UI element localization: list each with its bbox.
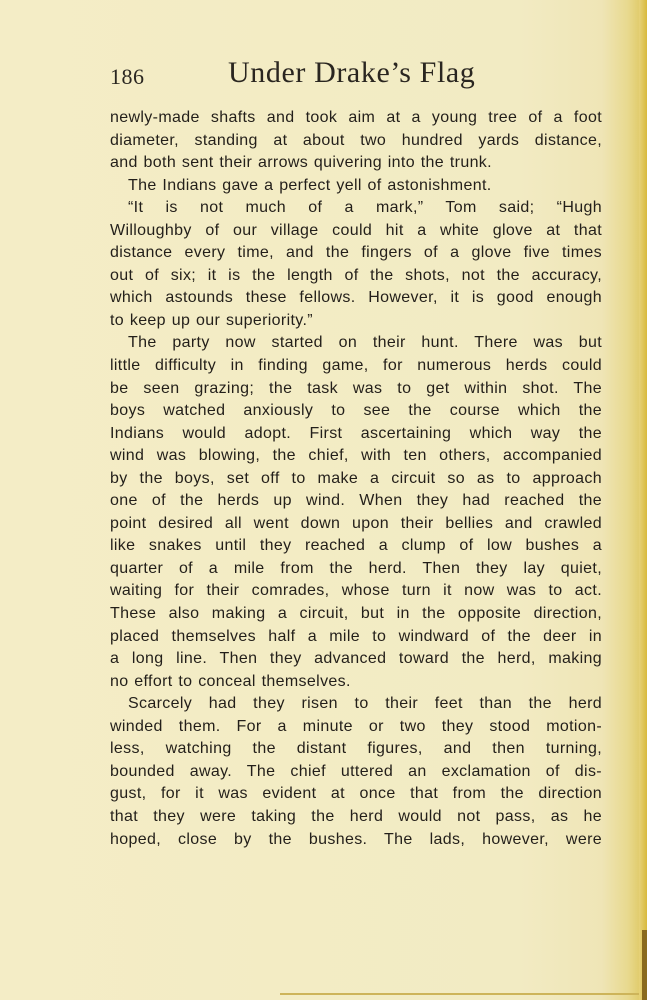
text-line: boys watched anxiously to see the course which the [110, 402, 602, 420]
text-line: less, watching the distant figures, and then turning, [110, 740, 602, 758]
text-line: wind was blowing, the chief, with ten others, accompanied [110, 447, 602, 465]
running-title: Under Drake’s Flag [228, 56, 476, 89]
text-line: and both sent their arrows quivering into the trunk. [110, 154, 492, 172]
text-line: by the boys, set off to make a circuit so as to approach [110, 469, 602, 487]
text-line: little difficulty in finding game, for numerous herds could [110, 357, 602, 375]
text-line: which astounds these fellows. However, it is good enough [110, 289, 602, 307]
text-line: one of the herds up wind. When they had reached the [110, 492, 602, 510]
page-edge-shadow [642, 930, 647, 1000]
text-line: distance every time, and the fingers of a glove five times [110, 244, 602, 262]
running-header [108, 56, 598, 100]
text-line: winded them. For a minute or two they stood motion- [110, 717, 602, 735]
text-line: Scarcely had they risen to their feet than the herd [128, 695, 602, 713]
body-text [110, 107, 602, 851]
text-line: “It is not much of a mark,” Tom said; “Hugh [128, 199, 602, 217]
page-number: 186 [110, 64, 145, 89]
text-line: placed themselves half a mile to windward of the deer in [110, 627, 602, 645]
text-line: to keep up our superiority.” [110, 311, 313, 329]
text-line: The party now started on their hunt. There was but [128, 334, 602, 352]
bottom-edge [280, 993, 639, 995]
text-line: The Indians gave a perfect yell of astonishment. [128, 176, 492, 194]
text-line: Willoughby of our village could hit a white glove at that [110, 221, 602, 239]
text-line: that they were taking the herd would not pass, as he [110, 807, 602, 825]
text-line: point desired all went down upon their bellies and crawled [110, 514, 602, 532]
text-line: Indians would adopt. First ascertaining which way the [110, 424, 602, 442]
text-line: newly-made shafts and took aim at a young tree of a foot [110, 109, 602, 126]
text-line: hoped, close by the bushes. The lads, however, were [110, 830, 602, 848]
text-line: a long line. Then they advanced toward the herd, making [110, 650, 602, 668]
page-edge [639, 0, 647, 1000]
text-line: be seen grazing; the task was to get within shot. The [110, 379, 602, 397]
text-line: no effort to conceal themselves. [110, 672, 351, 690]
text-line: These also making a circuit, but in the opposite direction, [110, 605, 602, 623]
text-line: bounded away. The chief uttered an exclamation of dis- [110, 762, 602, 780]
text-line: waiting for their comrades, whose turn it now was to act. [110, 582, 602, 600]
text-line: quarter of a mile from the herd. Then they lay quiet, [110, 559, 602, 577]
text-line: diameter, standing at about two hundred yards distance, [110, 131, 602, 149]
text-line: gust, for it was evident at once that from the direction [110, 785, 602, 803]
text-line: like snakes until they reached a clump of low bushes a [110, 537, 602, 555]
text-line: out of six; it is the length of the shots, not the accuracy, [110, 266, 602, 284]
